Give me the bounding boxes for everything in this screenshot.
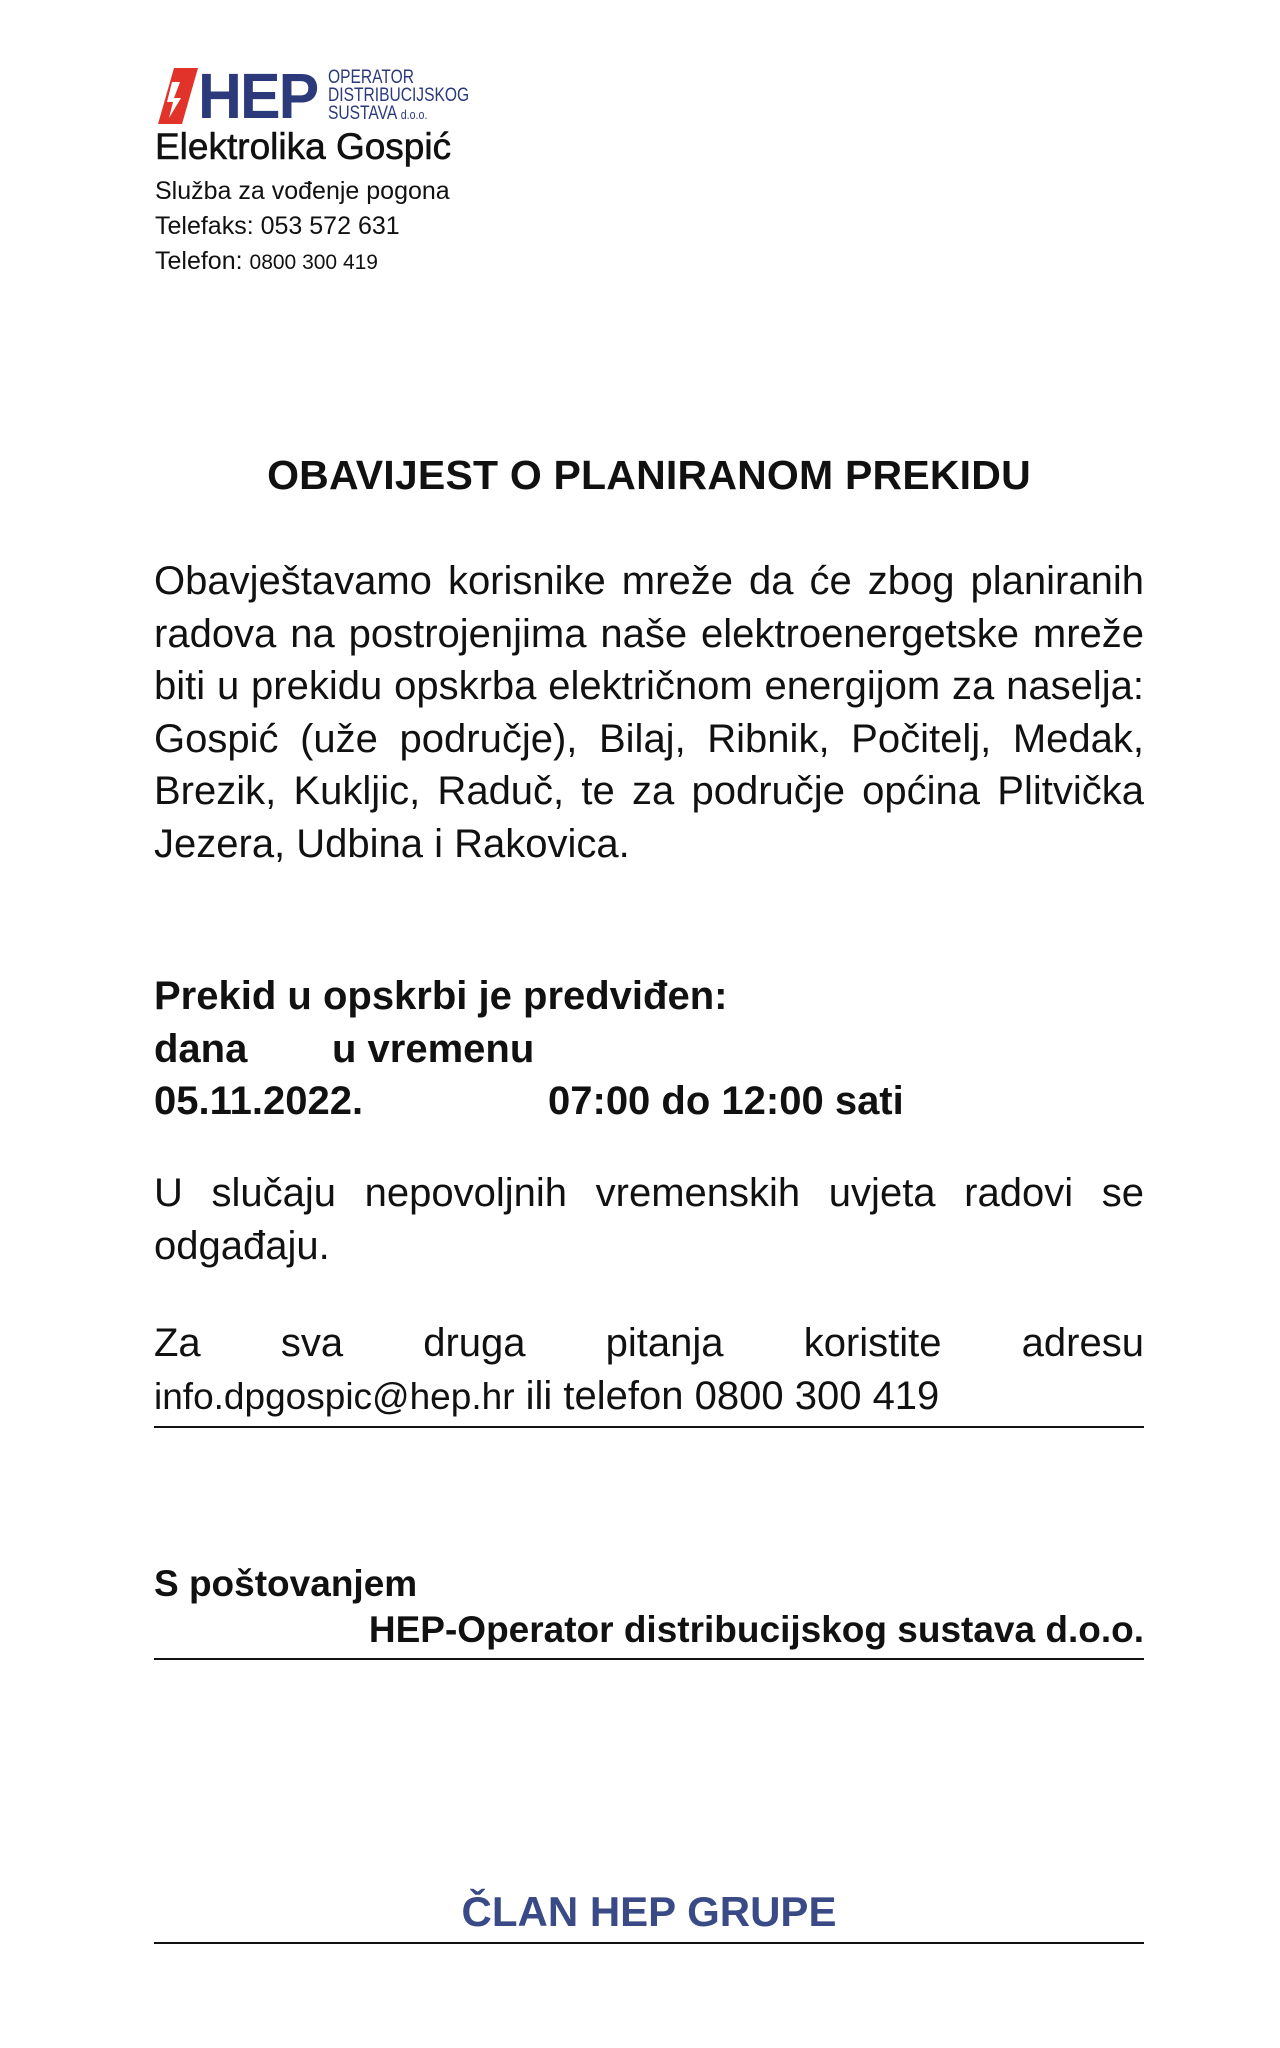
contact-block (154, 1317, 1144, 1423)
logo-brand: HEP (198, 60, 318, 132)
closing-signer: HEP-Operator distribucijskog sustava d.o.o. (368, 1609, 1144, 1650)
contact-divider (154, 1426, 1144, 1428)
contact-email: info.dpgospic@hep.hr (154, 1375, 515, 1417)
signature-divider (154, 1658, 1144, 1660)
footer-divider (154, 1942, 1144, 1944)
outage-time: 07:00 do 12:00 sati (548, 1079, 904, 1123)
hep-lightning-logo-icon (154, 68, 198, 124)
notice-title: OBAVIJEST O PLANIRANOM PREKIDU (267, 452, 1031, 498)
intro-paragraph: Obavještavamo korisnike mreže da će zbog planiranih radova na postrojenjima naše elektroenergetske mreže biti u prekidu opskrba električnom energijom za naselja: Gospić (uže područje), Bilaj, Ribnik, Počitelj, Medak, Brezik, Kukljic, Raduč, te za područje općina Plitvička Jezera, Udbina i Rakovica. (154, 559, 1144, 866)
logo-subtitle: OPERATOR DISTRIBUCIJSKOG SUSTAVA d.o.o. (327, 67, 469, 124)
contact-first-line: Za sva druga pitanja koristite adresu (154, 1321, 1144, 1365)
phone-label: Telefon: (155, 247, 243, 275)
fax-number: 053 572 631 (260, 212, 400, 240)
date-label: dana (154, 1026, 248, 1071)
org-name: Elektrolika Gospić (155, 126, 452, 167)
weather-note: U slučaju nepovoljnih vremenskih uvjeta radovi se odgađaju. (154, 1171, 1144, 1268)
service-name: Služba za vođenje pogona (155, 177, 450, 205)
fax-label: Telefaks: (155, 212, 254, 240)
phone-line (155, 246, 378, 278)
footer-member-text: ČLAN HEP GRUPE (461, 1888, 837, 1935)
closing-regards: S poštovanjem (154, 1563, 418, 1604)
schedule-heading: Prekid u opskrbi je predviđen: (154, 974, 728, 1018)
fax-line (155, 211, 400, 241)
contact-second-line (154, 1370, 1144, 1424)
outage-date: 05.11.2022. (154, 1079, 364, 1123)
contact-phone-text: ili telefon 0800 300 419 (514, 1373, 940, 1418)
schedule-block (154, 970, 1144, 1128)
phone-number: 0800 300 419 (249, 251, 378, 274)
hep-logo (154, 60, 500, 132)
time-label: u vremenu (332, 1026, 535, 1071)
